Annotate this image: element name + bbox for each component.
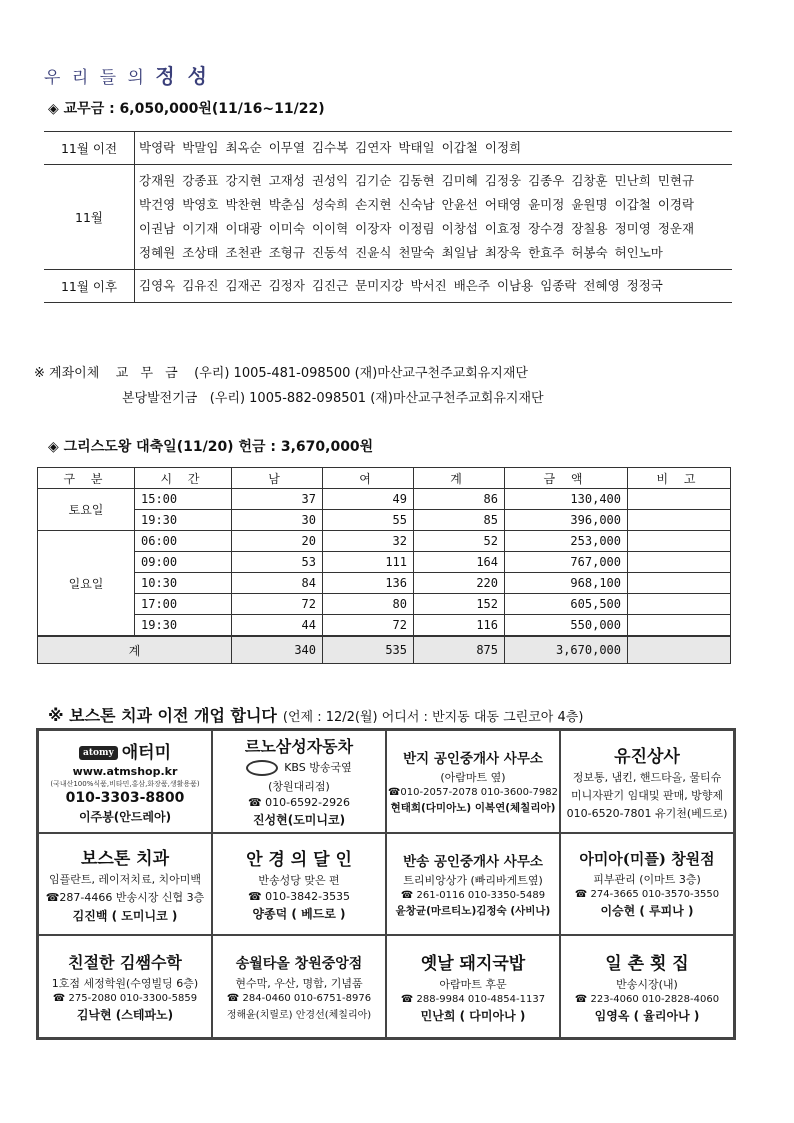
male-cell: 72 [232,594,323,615]
donor-name: 김정웅 [484,173,522,188]
sum-cell: 220 [414,573,505,594]
donor-name: 성숙희 [311,197,349,212]
donor-name: 김재곤 [225,278,262,293]
donor-name: 이정희 [484,140,522,155]
col-header: 시 간 [135,468,232,489]
donor-name: 박태일 [398,140,435,155]
ads-grid [36,728,736,1040]
female-cell: 535 [323,636,414,664]
sum-cell: 86 [414,489,505,510]
male-cell: 37 [232,489,323,510]
donor-name: 배은주 [453,278,490,293]
donor-name: 이갑철 [614,197,651,212]
donor-name: 조상태 [182,245,219,260]
female-cell: 136 [323,573,414,594]
note-cell [628,615,731,637]
note-cell [628,489,731,510]
donor-name: 윤원명 [571,197,608,212]
donor-name: 장수경 [528,221,565,236]
ad-yujin: 유진상사 정보통, 냄킨, 핸드타올, 물티슈 미니자판기 임대및 판매, 방향제 010-6520-7801 유기천(베드로) [559,729,735,834]
table-header-row [38,468,731,489]
donor-name: 어태영 [484,197,522,212]
time-cell: 10:30 [135,573,232,594]
time-cell: 17:00 [135,594,232,615]
donor-name: 안윤선 [441,197,478,212]
account-mark: ※ 계좌이체 [34,366,100,381]
donor-name: 정정국 [626,278,663,293]
female-cell: 55 [323,510,414,531]
ad-renault: 르노삼성자동차 KBS 방송국옆 (창원대리점) ☎ 010-6592-2926 진성현(도미니코) [211,729,387,834]
female-cell: 72 [323,615,414,637]
donor-name: 김창훈 [571,173,608,188]
account-line [122,387,544,406]
sum-cell: 164 [414,552,505,573]
time-cell: 19:30 [135,510,232,531]
donor-row-label: 11월 [44,165,135,270]
donor-name: 김동현 [398,173,435,188]
male-cell: 53 [232,552,323,573]
donor-name: 이무열 [268,140,305,155]
ad-banji-realty: 반지 공인중개사 사무소 (아람마트 옆) ☎010-2057-2078 010-3600-7982 현태희(다미아노) 이복연(체칠리아) [385,729,561,834]
time-cell: 15:00 [135,489,232,510]
sum-cell: 116 [414,615,505,637]
donor-names [135,132,733,165]
donor-name: 민난희 [614,173,651,188]
donor-names [135,270,733,303]
donor-name: 박영락 [139,140,176,155]
donor-row [44,165,732,270]
donor-name: 이이혁 [311,221,349,236]
donor-name: 이창섭 [441,221,478,236]
time-cell: 06:00 [135,531,232,552]
amount-cell: 550,000 [505,615,628,637]
col-header: 구 분 [38,468,135,489]
donor-name: 문미지강 [355,278,404,293]
time-cell: 09:00 [135,552,232,573]
ad-atomy: atomy 애터미 www.atmshop.kr (국내산100%식품,비타민,홍삼,화장품,생활용품) 010-3303-8800 이주봉(안드레아) [37,729,213,834]
day-cell: 토요일 [38,489,135,531]
donor-name: 박말임 [182,140,219,155]
ad-glasses: 안 경 의 달 인 반송성당 맞은 편 ☎ 010-3842-3535 양종덕 ( 베드로 ) [211,832,387,937]
sum-cell: 52 [414,531,505,552]
male-cell: 44 [232,615,323,637]
donor-name: 임종락 [540,278,577,293]
account-detail: (우리) 1005-481-098500 (재)마산교구천주교회유지재단 [194,366,528,381]
table-row [38,615,731,637]
renault-logo-icon [246,760,278,776]
donor-name: 김종우 [528,173,565,188]
donor-name: 윤미정 [528,197,565,212]
donor-name: 허인노마 [614,245,663,260]
offering-table [37,467,731,664]
page-title: 우 리 들 의 정 성 [44,64,210,88]
donor-name: 최장욱 [484,245,522,260]
amount-cell: 396,000 [505,510,628,531]
donor-name: 박건영 [139,197,176,212]
donor-name: 박춘심 [268,197,305,212]
donor-name: 이정림 [398,221,435,236]
note-cell [628,594,731,615]
amount-cell: 253,000 [505,531,628,552]
table-row [38,510,731,531]
donor-name: 한효주 [528,245,565,260]
donor-row-label: 11월 이전 [44,132,135,165]
donor-name: 김수복 [311,140,349,155]
sum-cell: 875 [414,636,505,664]
male-cell: 20 [232,531,323,552]
time-cell: 19:30 [135,615,232,637]
male-cell: 30 [232,510,323,531]
donor-name: 전혜영 [583,278,620,293]
amount-cell: 968,100 [505,573,628,594]
col-header: 금 액 [505,468,628,489]
donor-name: 허봉숙 [571,245,608,260]
amount-cell: 130,400 [505,489,628,510]
donor-row [44,132,732,165]
table-row [38,594,731,615]
donor-name: 장칠용 [571,221,608,236]
atomy-logo: atomy [79,746,118,760]
male-cell: 340 [232,636,323,664]
donor-name: 이대광 [225,221,262,236]
note-cell [628,573,731,594]
offering-heading: ◈ 그리스도왕 대축일(11/20) 헌금 : 3,670,000원 [48,439,374,455]
donor-name: 민현규 [657,173,695,188]
table-row [38,552,731,573]
table-row [38,531,731,552]
sum-cell: 152 [414,594,505,615]
gyomugeum-heading: ◈ 교무금 : 6,050,000원(11/16~11/22) [48,101,325,117]
note-cell [628,636,731,664]
donor-name: 손지현 [355,197,392,212]
col-header: 계 [414,468,505,489]
female-cell: 49 [323,489,414,510]
donor-row [44,270,732,303]
donor-name: 김정자 [268,278,305,293]
female-cell: 111 [323,552,414,573]
sum-cell: 85 [414,510,505,531]
donor-name: 정운재 [657,221,695,236]
donor-row-label: 11월 이후 [44,270,135,303]
note-cell [628,531,731,552]
female-cell: 80 [323,594,414,615]
male-cell: 84 [232,573,323,594]
donor-name: 이갑철 [441,140,478,155]
female-cell: 32 [323,531,414,552]
donor-name: 박찬현 [225,197,262,212]
table-row [38,573,731,594]
day-cell: 일요일 [38,531,135,637]
account-detail: (우리) 1005-882-098501 (재)마산교구천주교회유지재단 [209,391,544,406]
donor-name: 최일남 [441,245,478,260]
donor-name: 조천관 [225,245,262,260]
account-name: 교 무 금 [115,366,182,381]
ad-amia: 아미아(미플) 창원점 피부관리 (이마트 3층) ☎ 274-3665 010-3570-3550 이승현 ( 루피나 ) [559,832,735,937]
donor-name: 김진근 [311,278,349,293]
ad-boston-dental: 보스톤 치과 임플란트, 레이저치료, 치아미백 ☎287-4466 반송시장 신협 3층 김진백 ( 도미니코 ) [37,832,213,937]
donor-name: 박영호 [182,197,219,212]
donor-name: 김기순 [355,173,392,188]
col-header: 여 [323,468,414,489]
donor-name: 김미혜 [441,173,478,188]
donor-name: 진동석 [311,245,349,260]
ad-gukbap: 옛날 돼지국밥 아람마트 후문 ☎ 288-9984 010-4854-1137 민난희 ( 다미아나 ) [385,934,561,1039]
account-line [34,362,528,381]
ad-bansong-realty: 반송 공인중개사 사무소 트리비앙상가 (빠리바게트옆) ☎ 261-0116 010-3350-5489 윤창균(마르티노)김정숙 (사비나) [385,832,561,937]
donor-name: 강재원 [139,173,176,188]
donor-name: 진윤식 [355,245,392,260]
donor-name: 신숙남 [398,197,435,212]
note-cell [628,510,731,531]
donor-name: 정미영 [614,221,651,236]
note-cell [628,552,731,573]
account-name: 본당발전기금 [122,391,198,406]
ads-heading: ※ 보스톤 치과 이전 개업 합니다 (언제 : 12/2(월) 어디서 : 반지동 대동 그린코아 4층) [48,706,584,725]
donor-name: 이기재 [182,221,219,236]
donor-name: 천말숙 [398,245,435,260]
amount-cell: 3,670,000 [505,636,628,664]
donor-name: 박서진 [410,278,447,293]
donor-name: 강종표 [182,173,219,188]
col-header: 비 고 [628,468,731,489]
donor-name: 김유진 [182,278,219,293]
donor-table [44,131,732,303]
donor-name: 이권남 [139,221,176,236]
total-label: 계 [38,636,232,664]
donor-name: 이장자 [355,221,392,236]
donor-name: 이경락 [657,197,695,212]
amount-cell: 605,500 [505,594,628,615]
ad-songwol-towel: 송월타올 창원중앙점 현수막, 우산, 명함, 기념품 ☎ 284-0460 010-6751-8976 정해윤(치릴로) 안경선(체칠리아) [211,934,387,1039]
amount-cell: 767,000 [505,552,628,573]
donor-name: 이미숙 [268,221,305,236]
donor-name: 최옥순 [225,140,262,155]
donor-name: 김연자 [355,140,392,155]
ad-ilchon: 일 촌 횟 집 반송시장(내) ☎ 223-4060 010-2828-4060 임영옥 ( 율리아나 ) [559,934,735,1039]
donor-names [135,165,733,270]
donor-name: 강지현 [225,173,262,188]
table-row [38,489,731,510]
total-row [38,636,731,664]
donor-name: 조형규 [268,245,305,260]
ad-math: 친절한 김쌤수학 1호점 세정학원(수영빌딩 6층) ☎ 275-2080 010-3300-5859 김낙현 (스테파노) [37,934,213,1039]
donor-name: 김영옥 [139,278,176,293]
donor-name: 이남용 [496,278,534,293]
donor-name: 이효정 [484,221,522,236]
donor-name: 고재성 [268,173,305,188]
col-header: 남 [232,468,323,489]
donor-name: 권성익 [311,173,349,188]
donor-name: 정혜원 [139,245,176,260]
